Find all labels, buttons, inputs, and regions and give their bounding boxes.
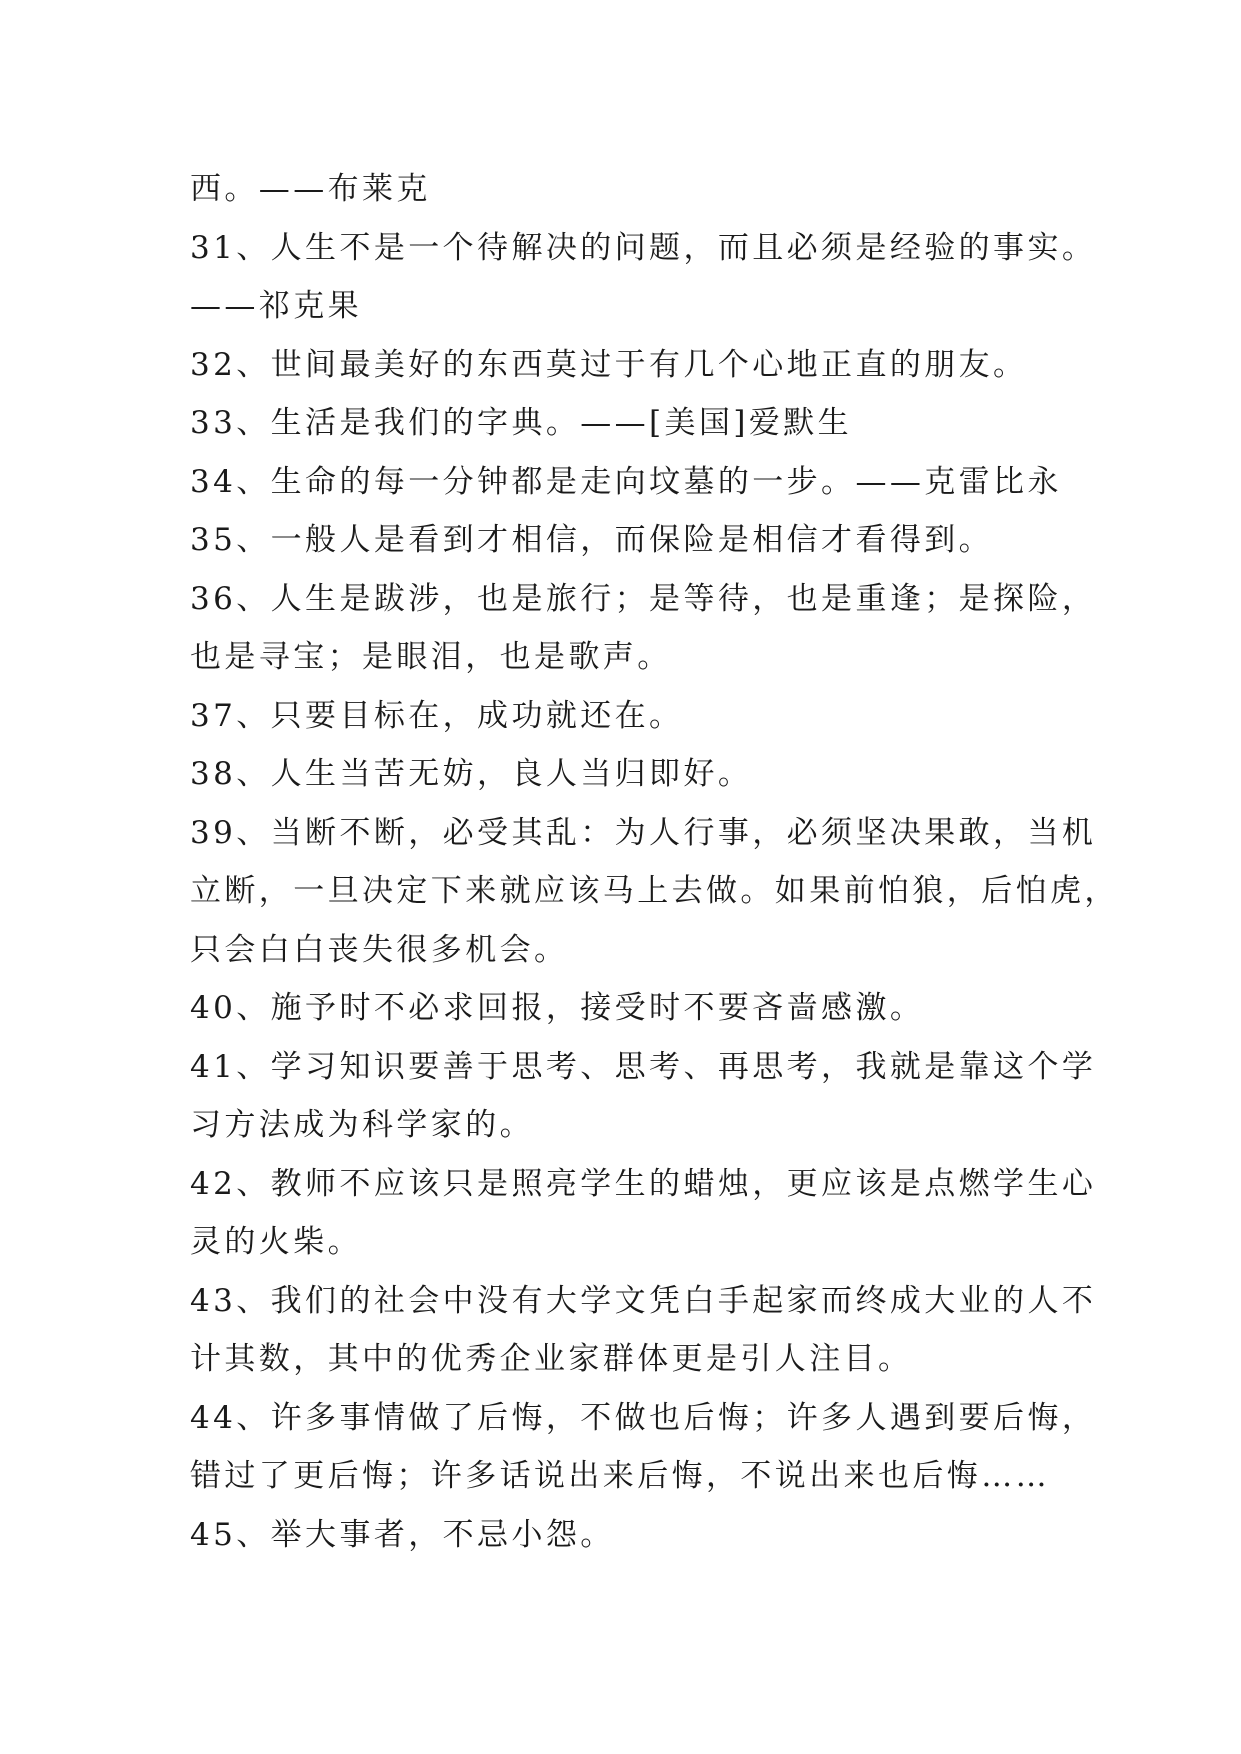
text-line: 34、生命的每一分钟都是走向坟墓的一步。——克雷比永	[190, 463, 1062, 500]
text-line: 38、人生当苦无妨，良人当归即好。	[190, 756, 753, 792]
text-line: 43、我们的社会中没有大学文凭白手起家而终成大业的人不	[190, 1282, 1097, 1319]
document-body	[190, 160, 1119, 1564]
text-line: 习方法成为科学家的。	[190, 1107, 534, 1143]
text-line: 33、生活是我们的字典。——[美国]爱默生	[190, 405, 853, 441]
text-line: 37、只要目标在，成功就还在。	[190, 697, 684, 734]
text-line: 39、当断不断，必受其乱：为人行事，必须坚决果敢，当机	[190, 814, 1097, 851]
text-line: 36、人生是跋涉，也是旅行；是等待，也是重逢；是探险，	[190, 580, 1097, 617]
text-line: 灵的火柴。	[190, 1224, 362, 1260]
text-line: 立断，一旦决定下来就应该马上去做。如果前怕狼，后怕虎，	[190, 873, 1119, 909]
text-line: 35、一般人是看到才相信，而保险是相信才看得到。	[190, 522, 994, 558]
text-line: ——祁克果	[190, 288, 362, 324]
text-line: 40、施予时不必求回报，接受时不要吝啬感激。	[190, 990, 925, 1026]
text-line: 只会白白丧失很多机会。	[190, 931, 569, 968]
text-line: 错过了更后悔；许多话说出来后悔，不说出来也后悔……	[190, 1458, 1050, 1494]
text-line: 计其数，其中的优秀企业家群体更是引人注目。	[190, 1341, 913, 1377]
text-line: 32、世间最美好的东西莫过于有几个心地正直的朋友。	[190, 346, 1028, 383]
text-line: 45、举大事者，不忌小怨。	[190, 1516, 615, 1553]
text-line: 44、许多事情做了后悔，不做也后悔；许多人遇到要后悔，	[190, 1399, 1097, 1436]
text-line: 也是寻宝；是眼泪，也是歌声。	[190, 639, 672, 675]
text-line: 42、教师不应该只是照亮学生的蜡烛，更应该是点燃学生心	[190, 1165, 1097, 1202]
text-line: 西。——布莱克	[190, 171, 431, 207]
text-line: 31、人生不是一个待解决的问题，而且必须是经验的事实。	[190, 229, 1097, 266]
text-line: 41、学习知识要善于思考、思考、再思考，我就是靠这个学	[190, 1048, 1097, 1085]
